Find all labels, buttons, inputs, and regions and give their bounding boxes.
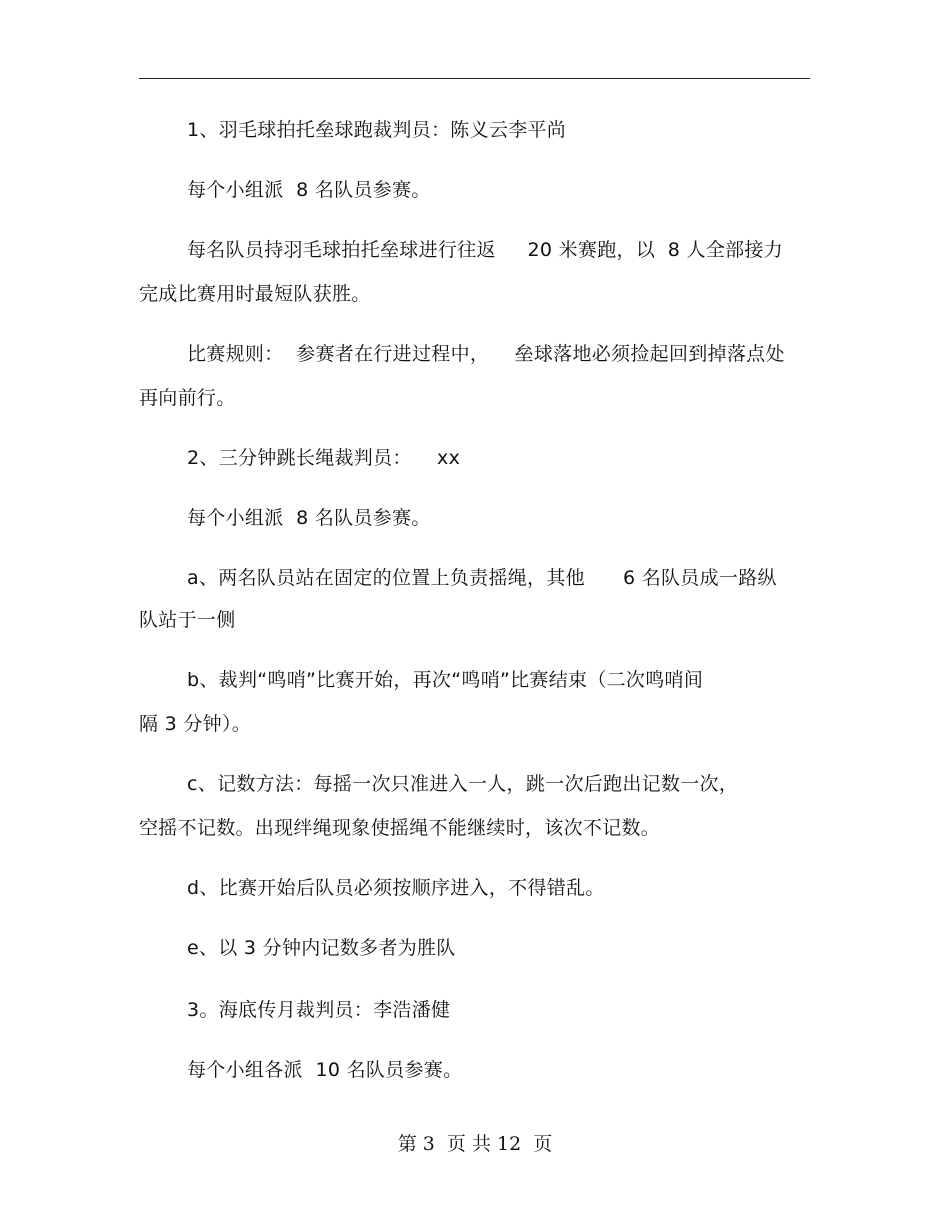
item-2-rule-b-line-2: 隔 3 分钟）。 bbox=[139, 713, 252, 735]
item-1-rules-line-2: 再向前行。 bbox=[139, 387, 236, 409]
item-3-heading: 3。海底传月裁判员：李浩潘健 bbox=[187, 999, 451, 1021]
item-2-rule-c-line-2: 空摇不记数。出现绊绳现象使摇绳不能继续时，该次不记数。 bbox=[139, 817, 661, 839]
item-2-team-size: 每个小组派 8 名队员参赛。 bbox=[187, 507, 431, 529]
item-2-rule-d: d、比赛开始后队员必须按顺序进入，不得错乱。 bbox=[187, 877, 605, 899]
item-3-team-size: 每个小组各派 10 名队员参赛。 bbox=[187, 1059, 463, 1081]
item-1-description-line-2: 完成比赛用时最短队获胜。 bbox=[139, 283, 371, 305]
item-2-rule-c-line-1: c、记数方法：每摇一次只准进入一人，跳一次后跑出记数一次， bbox=[187, 773, 739, 795]
item-2-rule-a-line-2: 队站于一侧 bbox=[139, 609, 236, 631]
item-1-description-line-1: 每名队员持羽毛球拍托垒球进行往返 20 米赛跑，以 8 人全部接力 bbox=[187, 239, 784, 261]
item-1-heading: 1、羽毛球拍托垒球跑裁判员：陈义云李平尚 bbox=[187, 119, 567, 141]
item-2-rule-a-line-1: a、两名队员站在固定的位置上负责摇绳，其他 6 名队员成一路纵 bbox=[187, 567, 777, 589]
page-number-footer: 第 3 页 共 12 页 bbox=[397, 1133, 553, 1155]
item-1-rules-line-1: 比赛规则： 参赛者在行进过程中， 垒球落地必须捡起回到掉落点处 bbox=[187, 343, 785, 365]
item-2-rule-e: e、以 3 分钟内记数多者为胜队 bbox=[187, 937, 456, 959]
item-2-heading: 2、三分钟跳长绳裁判员： xx bbox=[187, 447, 461, 469]
header-rule bbox=[139, 78, 810, 79]
item-1-team-size: 每个小组派 8 名队员参赛。 bbox=[187, 179, 431, 201]
item-2-rule-b-line-1: b、裁判“鸣哨”比赛开始，再次“鸣哨”比赛结束（二次鸣哨间 bbox=[187, 669, 704, 691]
